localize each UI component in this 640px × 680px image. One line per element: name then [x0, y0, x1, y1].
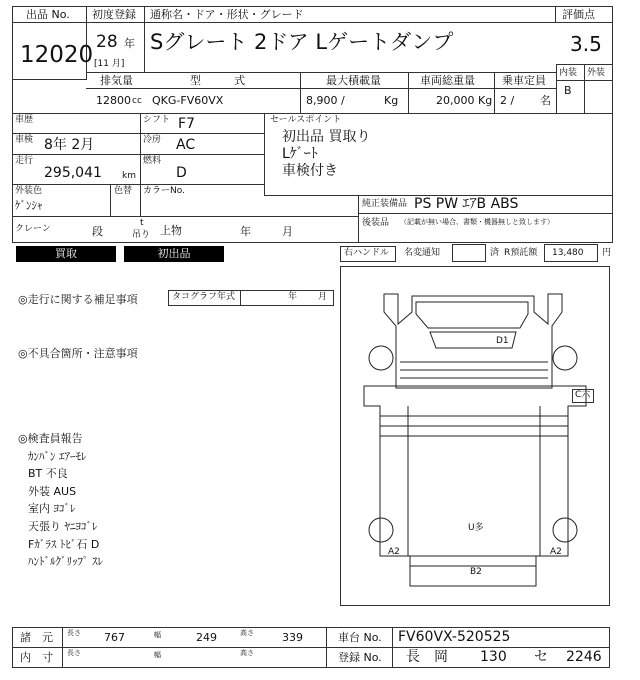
fuel-label: 燃料 [143, 156, 162, 166]
equip-value: PS PW ｴｱB ABS [414, 196, 519, 212]
reg-no-label: 登録 No. [338, 651, 382, 664]
history-label: 車歴 [15, 115, 34, 125]
sales-line-3: 車検付き [282, 163, 338, 179]
report-line-3: 外装 AUS [28, 485, 77, 498]
plate-class: 130 [480, 649, 507, 665]
ac-label: 冷房 [143, 135, 162, 145]
report-line-5: 天張り ﾔﾆﾖｺﾞﾚ [28, 520, 98, 533]
inspect-label: 車検 [15, 135, 34, 145]
dim-label: 諸 元 [20, 631, 53, 644]
crane-ton: t [140, 218, 144, 228]
tacho-label: タコグラフ年式 [172, 292, 236, 302]
tacho-year: 年 [288, 292, 298, 302]
vehicle-title: Sグレート 2ドア Lゲートダンプ [150, 30, 454, 54]
gvw-label: 車両総重量 [420, 74, 475, 87]
year-unit: 年 [124, 37, 135, 50]
inner-wid-label: 幅 [154, 651, 161, 659]
load-unit: Kg [384, 94, 399, 107]
cap-value: 2 / [500, 94, 515, 107]
shift-value: F7 [178, 116, 195, 132]
damage-mark-a2-right: A2 [550, 547, 562, 557]
crane-dan: 段 [92, 225, 103, 238]
after-label: 後装品 [362, 218, 390, 228]
damage-mark-c6: C六 [575, 390, 591, 400]
load-value: 8,900 / [306, 94, 345, 107]
damage-mark-d1: D1 [496, 336, 509, 346]
cap-unit: 名 [540, 94, 551, 107]
color-no-label: カラーNo. [143, 186, 185, 196]
fuel-value: D [176, 165, 187, 181]
truck-outline [340, 266, 610, 606]
hgt-label: 高さ [240, 629, 254, 637]
plate-number: 2246 [566, 649, 602, 665]
mileage-label: 走行 [15, 156, 34, 166]
chassis-number: FV60VX-520525 [398, 629, 511, 645]
disp-label: 排気量 [100, 74, 133, 87]
interior-grade: B [564, 84, 572, 97]
wid-value: 249 [196, 631, 217, 644]
uphold-label: 上物 [160, 224, 182, 237]
mileage-value: 295,041 [44, 165, 102, 181]
len-label: 長さ [67, 629, 81, 637]
defects-heading: ◎不具合箇所・注意事項 [18, 347, 138, 360]
recycle-label: R預託額 [504, 248, 538, 258]
reg-month: [11 月] [94, 59, 125, 69]
grade-score: 3.5 [570, 32, 602, 56]
inner-len-label: 長さ [67, 649, 81, 657]
inner-dim-label: 内 寸 [20, 651, 53, 664]
crane-label: クレーン [15, 224, 51, 234]
inner-hgt-label: 高さ [240, 649, 254, 657]
rhd-flag: 右ハンドル [344, 248, 390, 258]
report-line-4: 室内 ﾖｺﾞﾚ [28, 502, 76, 515]
model-code: QKG-FV60VX [152, 94, 224, 107]
travel-notes-heading: ◎走行に関する補足事項 [18, 293, 138, 306]
ac-value: AC [176, 137, 196, 153]
report-line-6: Fｶﾞﾗｽ ﾄﾋﾞ石 D [28, 538, 100, 551]
equip-label: 純正装備品 [362, 199, 408, 209]
chassis-label: 車台 No. [338, 631, 382, 644]
exterior-label: 外装 [587, 68, 606, 78]
year-num: 28 [96, 32, 118, 52]
sales-label: セールスポイント [270, 115, 342, 125]
uphold-month: 月 [282, 225, 293, 238]
uphold-year: 年 [240, 225, 251, 238]
recycle-amount: 13,480 [552, 248, 584, 258]
cap-label: 乗車定員 [502, 74, 546, 87]
yen-unit: 円 [602, 248, 612, 258]
model-label: 通称名・ドア・形状・グレード [150, 8, 304, 21]
after-note: （記載が無い場合、書類・機器無しと致します） [400, 218, 554, 226]
gvw-unit: Kg [478, 94, 493, 107]
len-value: 767 [104, 631, 125, 644]
color-label: 外装色 [15, 186, 43, 196]
first-listing-badge: 初出品 [124, 246, 224, 262]
grade-label: 評価点 [562, 8, 595, 21]
gvw-value: 20,000 [436, 94, 475, 107]
lot-label: 出品 No. [26, 8, 70, 21]
damage-mark-u: U多 [468, 523, 484, 533]
recycle-status: 済 [490, 248, 500, 258]
wid-label: 幅 [154, 631, 161, 639]
name-change-label: 名変通知 [404, 248, 441, 258]
color-change-label: 色替 [114, 186, 133, 196]
type-label: 型 式 [190, 74, 245, 87]
damage-mark-a2-left: A2 [388, 547, 400, 557]
damage-mark-b2: B2 [470, 567, 482, 577]
disp-value: 12800 [96, 94, 131, 107]
lot-number: 12020 [20, 42, 94, 68]
report-line-1: ｶﾝﾊﾞﾝ ｴｱｰﾓﾚ [28, 450, 87, 463]
sales-line-1: 初出品 買取り [282, 129, 371, 145]
interior-label: 内装 [559, 68, 578, 78]
reg-label: 初度登録 [92, 8, 136, 21]
tacho-month: 月 [318, 292, 328, 302]
plate-kana: セ [534, 649, 548, 665]
buy-badge: 買取 [16, 246, 116, 262]
mileage-unit: km [122, 171, 136, 181]
load-label: 最大積載量 [326, 74, 381, 87]
color-value: ｹﾞﾝｼｬ [15, 199, 43, 212]
crane-tsuri: 吊り [132, 230, 151, 240]
report-line-2: BT 不良 [28, 467, 68, 480]
inspector-heading: ◎検査員報告 [18, 432, 83, 445]
shift-label: シフト [143, 115, 171, 125]
hgt-value: 339 [282, 631, 303, 644]
report-line-7: ﾊﾝﾄﾞﾙｸﾞﾘｯﾌﾟ ｽﾚ [28, 555, 103, 568]
sales-line-2: Lｹﾞｰﾄ [282, 146, 318, 162]
disp-unit: cc [132, 96, 142, 106]
inspect-value: 8年 2月 [44, 137, 95, 153]
plate-region: 長 岡 [406, 649, 448, 665]
